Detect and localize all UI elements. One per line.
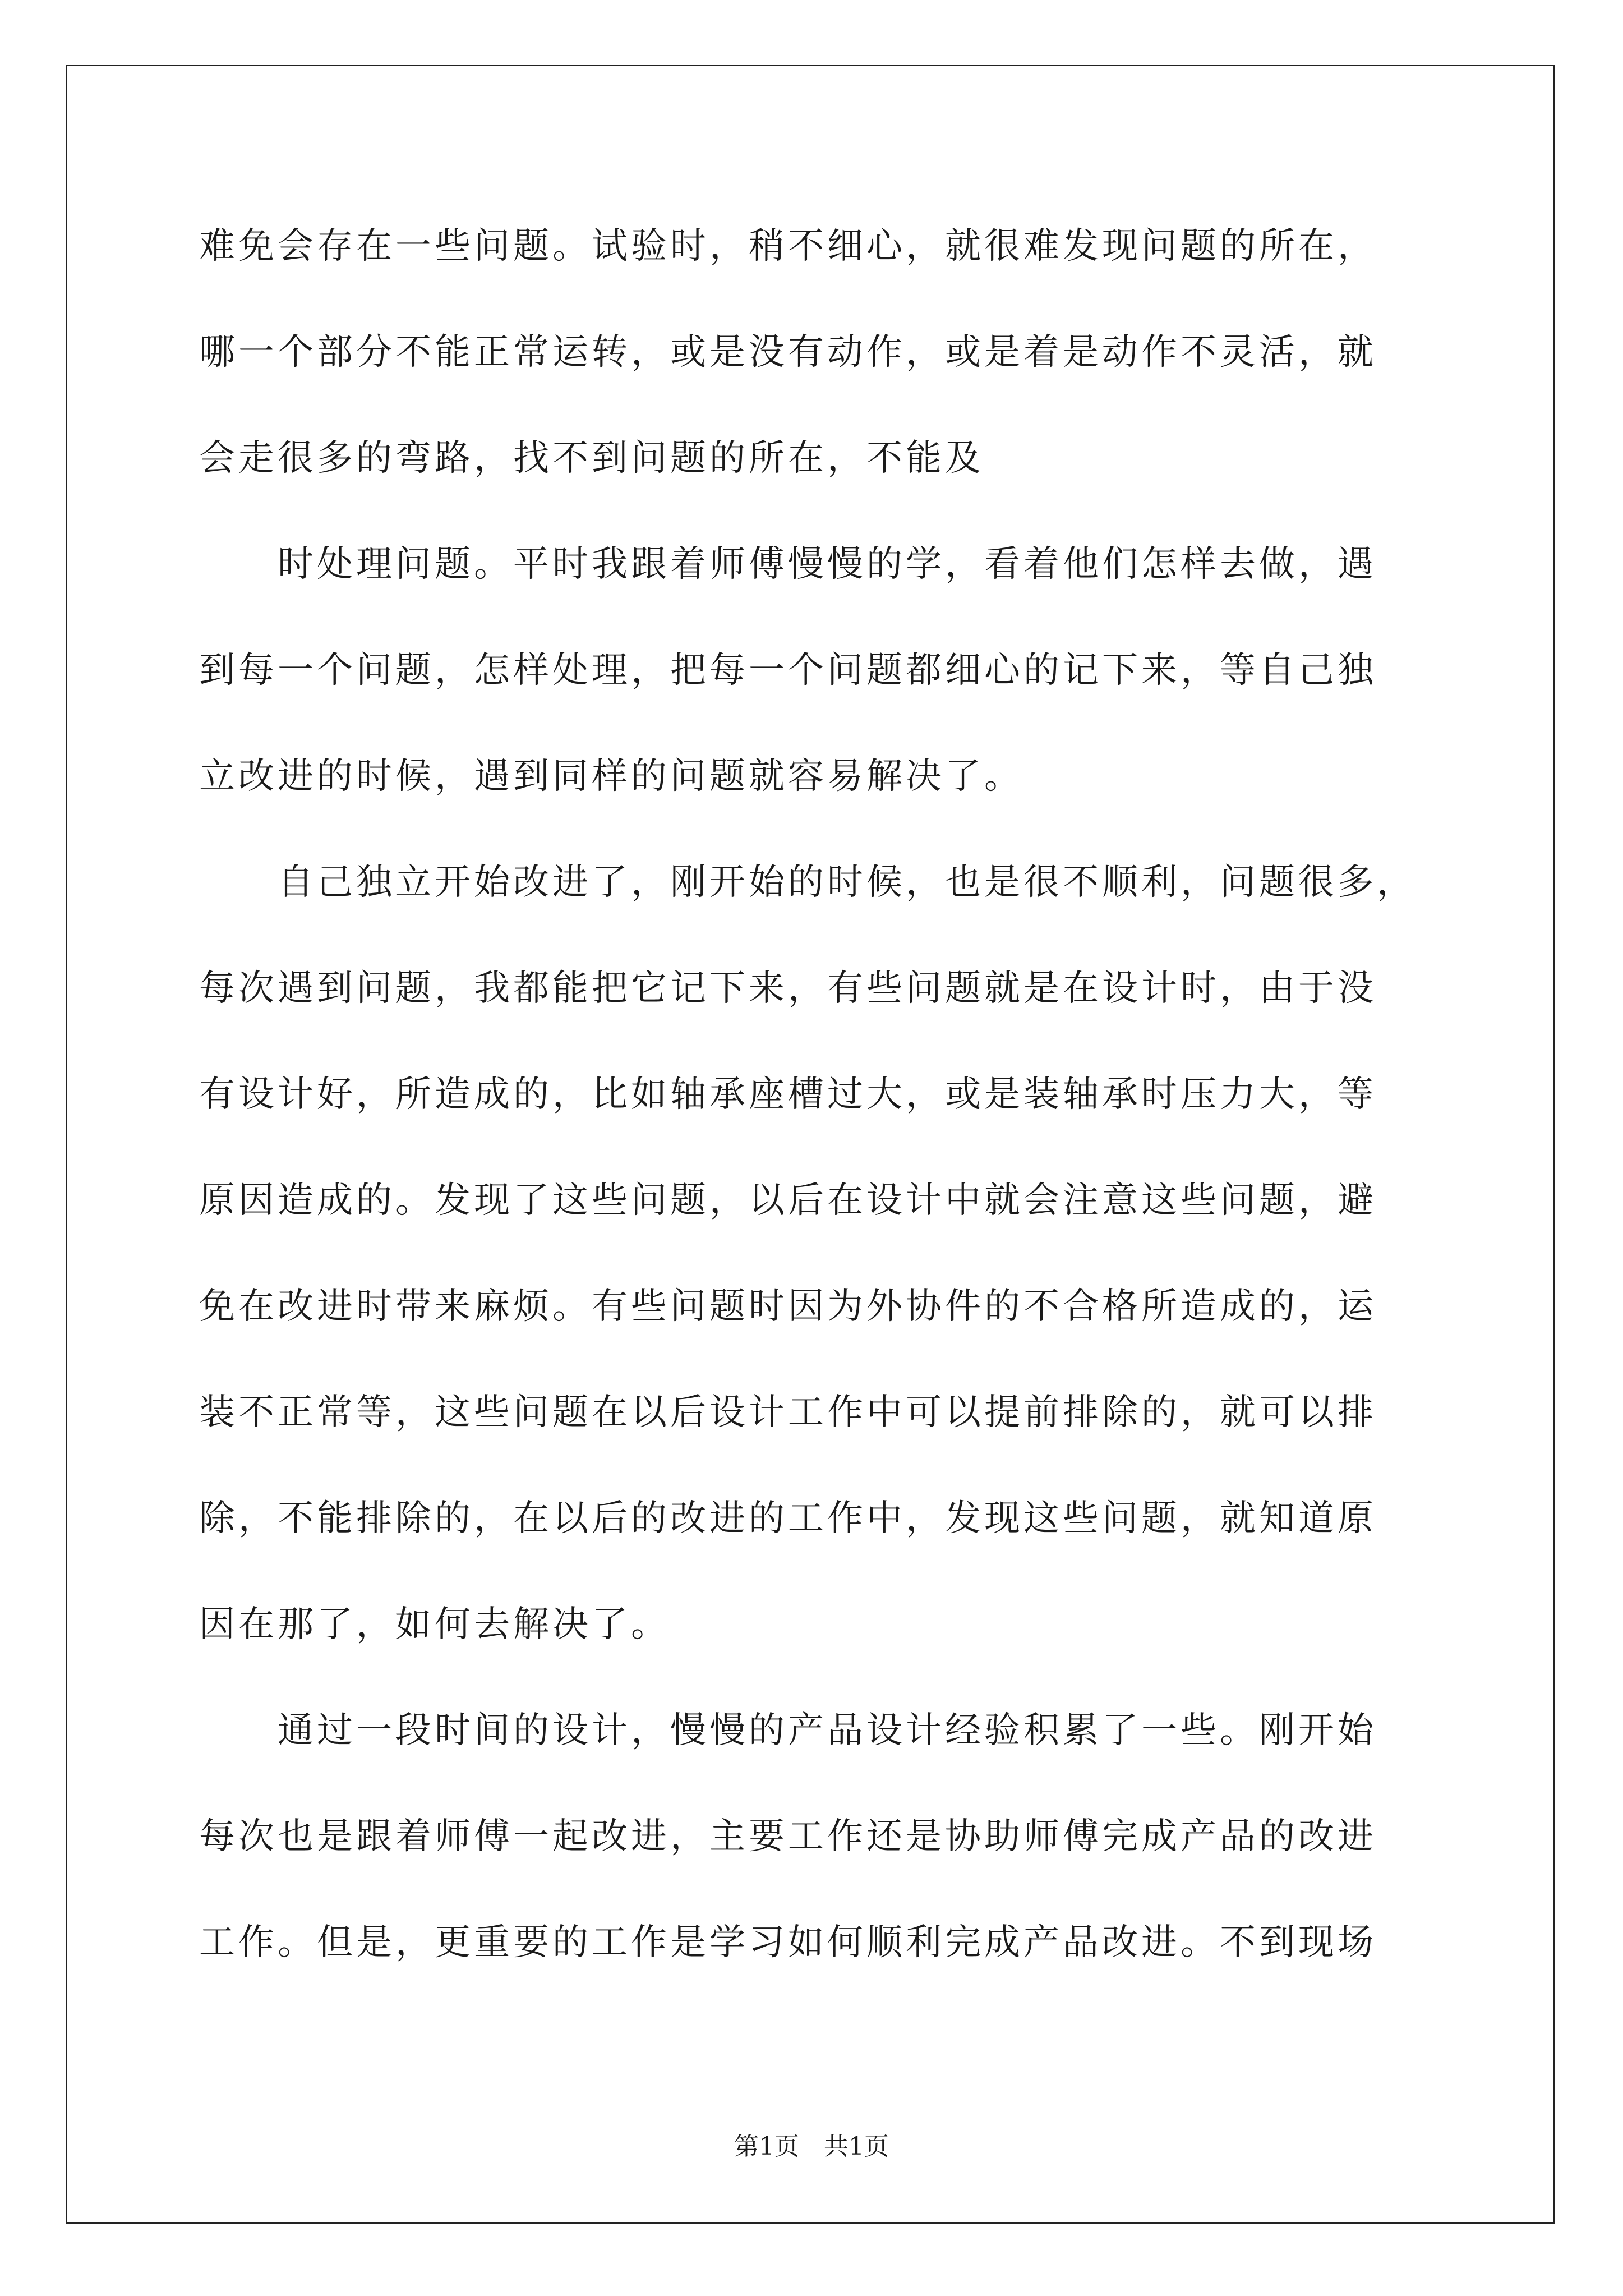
text-line: 通过一段时间的设计，慢慢的产品设计经验积累了一些。刚开始 bbox=[278, 1710, 1377, 1751]
text-line: 自己独立开始改进了，刚开始的时候，也是很不顺利，问题很多， bbox=[278, 862, 1416, 903]
text-line: 因在那了，如何去解决了。 bbox=[199, 1604, 670, 1645]
text-line: 除，不能排除的，在以后的改进的工作中，发现这些问题，就知道原 bbox=[199, 1498, 1377, 1539]
text-line: 时处理问题。平时我跟着师傅慢慢的学，看着他们怎样去做，遇 bbox=[278, 544, 1377, 585]
text-line: 哪一个部分不能正常运转，或是没有动作，或是着是动作不灵活，就 bbox=[199, 332, 1377, 373]
text-line: 到每一个问题，怎样处理，把每一个问题都细心的记下来，等自己独 bbox=[199, 650, 1377, 691]
text-line: 每次也是跟着师傅一起改进，主要工作还是协助师傅完成产品的改进 bbox=[199, 1816, 1377, 1857]
text-line: 工作。但是，更重要的工作是学习如何顺利完成产品改进。不到现场 bbox=[199, 1922, 1377, 1963]
text-line: 立改进的时候，遇到同样的问题就容易解决了。 bbox=[199, 756, 1023, 797]
text-line: 免在改进时带来麻烦。有些问题时因为外协件的不合格所造成的，运 bbox=[199, 1286, 1377, 1327]
text-line: 装不正常等，这些问题在以后设计工作中可以提前排除的，就可以排 bbox=[199, 1392, 1377, 1433]
text-line: 会走很多的弯路，找不到问题的所在，不能及 bbox=[199, 438, 984, 479]
document-body bbox=[199, 194, 1455, 1996]
text-line: 有设计好，所造成的，比如轴承座槽过大，或是装轴承时压力大，等 bbox=[199, 1074, 1377, 1115]
text-line: 难免会存在一些问题。试验时，稍不细心，就很难发现问题的所在， bbox=[199, 226, 1377, 267]
text-line: 原因造成的。发现了这些问题，以后在设计中就会注意这些问题，避 bbox=[199, 1180, 1377, 1221]
page-footer: 第1页 共1页 bbox=[734, 2132, 889, 2161]
text-line: 每次遇到问题，我都能把它记下来，有些问题就是在设计时，由于没 bbox=[199, 968, 1377, 1009]
